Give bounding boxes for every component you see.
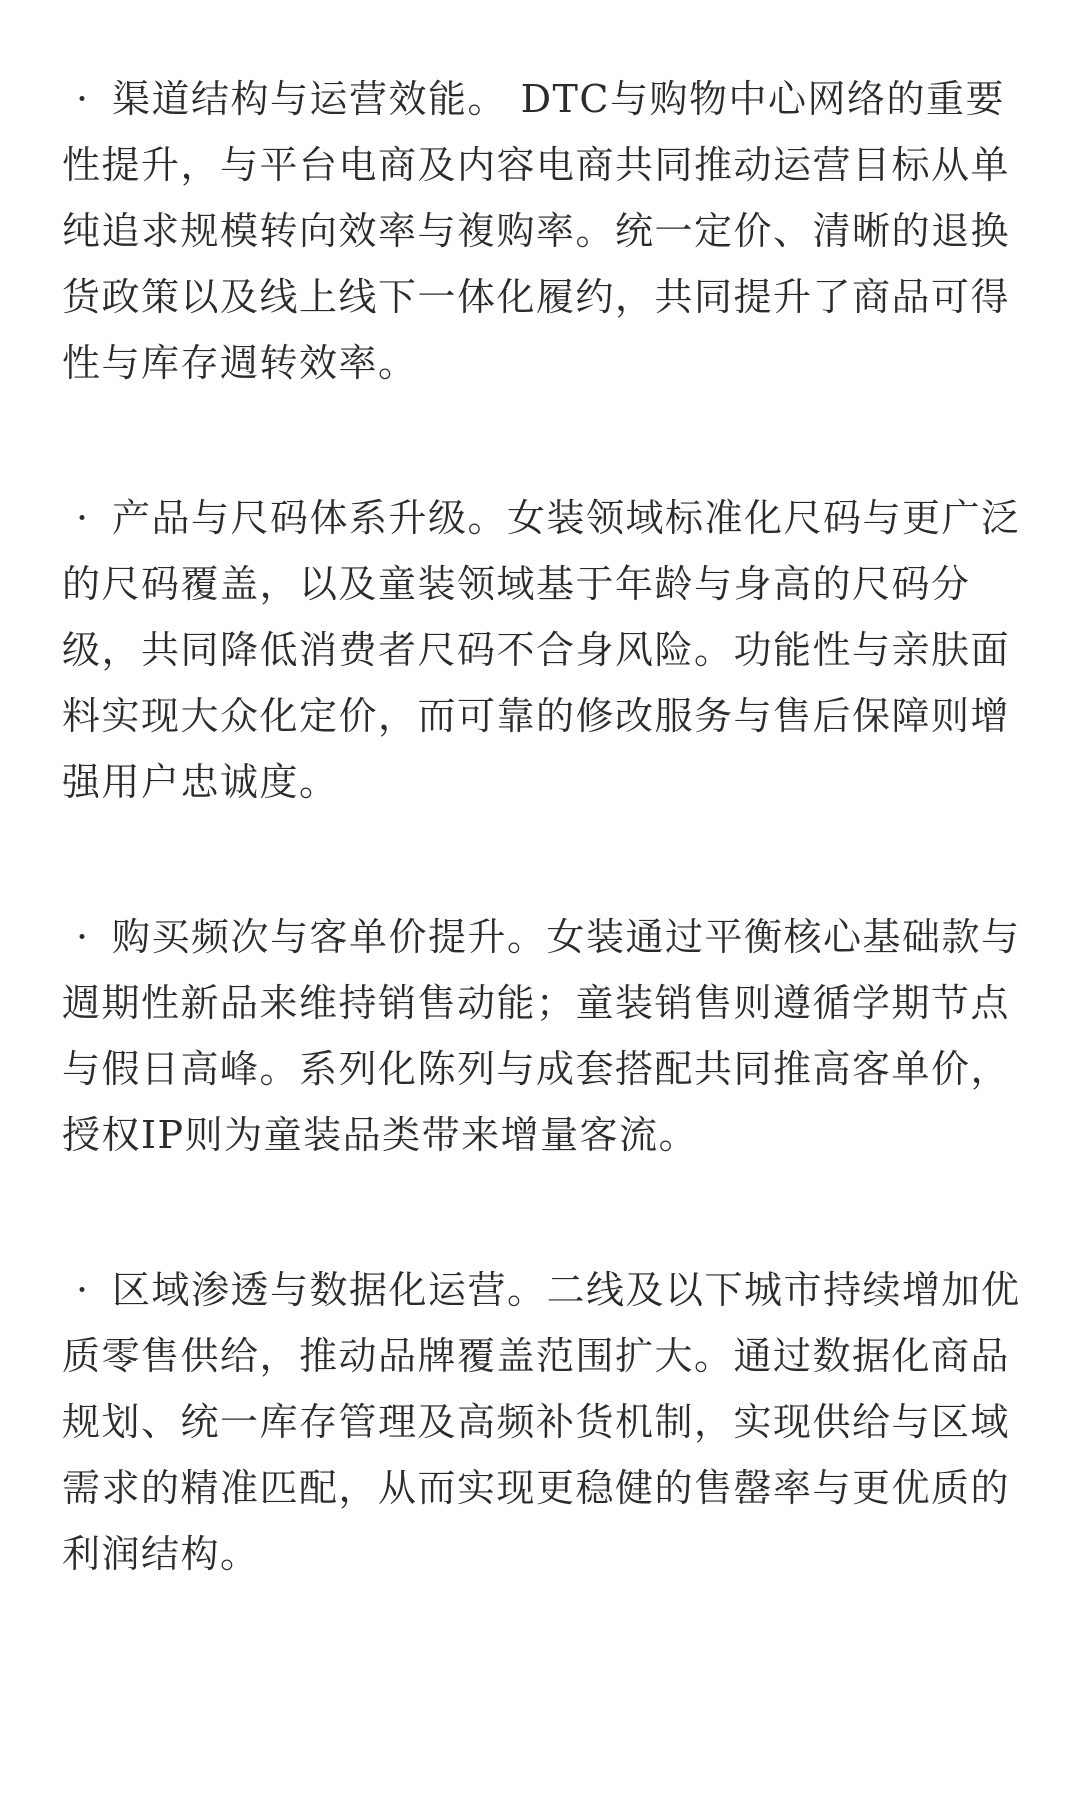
- bullet-dot: ·: [76, 77, 90, 121]
- bullet-paragraph-product-sizing: [62, 485, 1022, 815]
- paragraph-text: 购买频次与客单价提升。女装通过平衡核心基础款与週期性新品来维持销售动能；童装销售则遵循学期节点与假日高峰。系列化陈列与成套搭配共同推高客单价，授权IP则为童装品类带来增量客流。: [62, 915, 1021, 1157]
- paragraph-text: 区域渗透与数据化运营。二线及以下城市持续增加优质零售供给，推动品牌覆盖范围扩大。通过数据化商品规划、统一库存管理及高频补货机制，实现供给与区域需求的精准匹配，从而实现更稳健的售罄率与更优质的利润结构。: [62, 1268, 1021, 1576]
- bullet-paragraph-channel: [62, 66, 1022, 396]
- paragraph-text: 产品与尺码体系升级。女装领域标准化尺码与更广泛的尺码覆盖，以及童装领域基于年龄与身高的尺码分级，共同降低消费者尺码不合身风险。功能性与亲肤面料实现大众化定价，而可靠的修改服务与售后保障则增强用户忠诚度。: [62, 496, 1021, 804]
- bullet-dot: ·: [76, 496, 90, 540]
- paragraph-text: 渠道结构与运营效能。 DTC与购物中心网络的重要性提升，与平台电商及内容电商共同推动运营目标从单纯追求规模转向效率与複购率。统一定价、清晰的退换货政策以及线上线下一体化履约，共同提升了商品可得性与库存週转效率。: [62, 77, 1011, 385]
- bullet-paragraph-regional-penetration: [62, 1257, 1022, 1587]
- bullet-paragraph-purchase-frequency: [62, 904, 1022, 1168]
- article-body: [62, 66, 1022, 1676]
- bullet-dot: ·: [76, 915, 90, 959]
- bullet-dot: ·: [76, 1268, 90, 1312]
